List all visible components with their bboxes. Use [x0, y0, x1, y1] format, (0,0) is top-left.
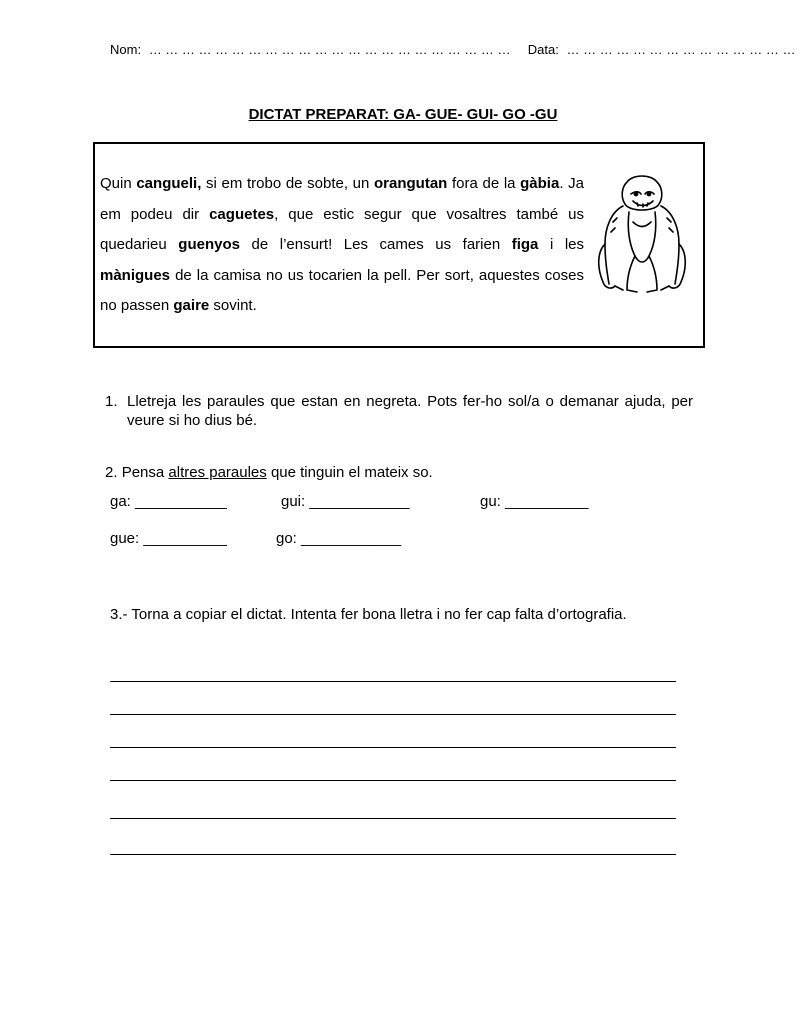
writing-line[interactable] [110, 714, 676, 715]
name-date-header [110, 42, 795, 57]
question-3-text: 3.- Torna a copiar el dictat. Intenta fer bona lletra i no fer cap falta d’ortografia. [110, 606, 627, 623]
name-dotted-line[interactable]: … … … … … … … … … … … … … … … … … … … … … … [148, 42, 511, 57]
writing-line[interactable] [110, 818, 676, 819]
dictation-box [93, 142, 705, 348]
writing-line[interactable] [110, 780, 676, 781]
dictation-segment: de la camisa no us tocarien la pell. Per sort, aquestes coses no passen [100, 266, 584, 314]
dictation-segment: sovint. [209, 297, 257, 314]
dictation-bold-word: caguetes [209, 205, 275, 223]
question-2-suffix: que tinguin el mateix so. [266, 464, 433, 481]
dictation-bold-word: cangueli, [136, 175, 202, 192]
dictation-bold-word: mànigues [100, 266, 171, 284]
dictation-bold-word: orangutan [374, 175, 448, 192]
question-2 [105, 464, 433, 481]
question-2-prefix: Pensa [121, 464, 169, 481]
gorilla-illustration [593, 172, 689, 298]
question-2-underlined: altres paraules [168, 464, 267, 481]
field-ga[interactable]: ga: ___________ [110, 493, 227, 510]
page-title: DICTAT PREPARAT: GA- GUE- GUI- GO -GU [248, 106, 558, 123]
dictation-bold-word: gàbia [520, 175, 560, 192]
question-1 [105, 392, 693, 430]
dictation-segment: si em trobo de sobte, un [201, 175, 374, 192]
field-gue[interactable]: gue: __________ [110, 530, 227, 547]
dictation-bold-word: figa [511, 236, 539, 253]
writing-line[interactable] [110, 747, 676, 748]
name-label: Nom: [110, 42, 142, 57]
dictation-text [100, 169, 584, 322]
dictation-segment: , que estic segur que vosaltres també us quedarieu [100, 205, 584, 253]
dictation-bold-word: gaire [173, 297, 210, 314]
date-label: Data: [527, 42, 559, 57]
writing-line[interactable] [110, 854, 676, 855]
dictation-segment: i les [538, 236, 585, 253]
dictation-segment: de l’ensurt! Les cames us farien [239, 236, 512, 253]
dictation-bold-word: guenyos [178, 236, 240, 253]
dictation-segment: Quin [100, 175, 137, 192]
writing-line[interactable] [110, 681, 676, 682]
question-2-number: 2. [105, 464, 118, 481]
question-1-number: 1. [105, 393, 118, 410]
field-gui[interactable]: gui: ____________ [281, 493, 410, 510]
dictation-segment: fora de la [447, 175, 521, 192]
date-dotted-line[interactable]: … … … … … … … … … … … … … … [566, 42, 796, 57]
question-1-text: Lletreja les paraules que estan en negreta. Pots fer-ho sol/a o demanar ajuda, per veure si ho dius bé. [127, 393, 693, 429]
field-go[interactable]: go: ____________ [276, 530, 402, 547]
field-gu[interactable]: gu: __________ [480, 493, 589, 510]
dictation-segment: . Ja em podeu dir [100, 175, 584, 223]
